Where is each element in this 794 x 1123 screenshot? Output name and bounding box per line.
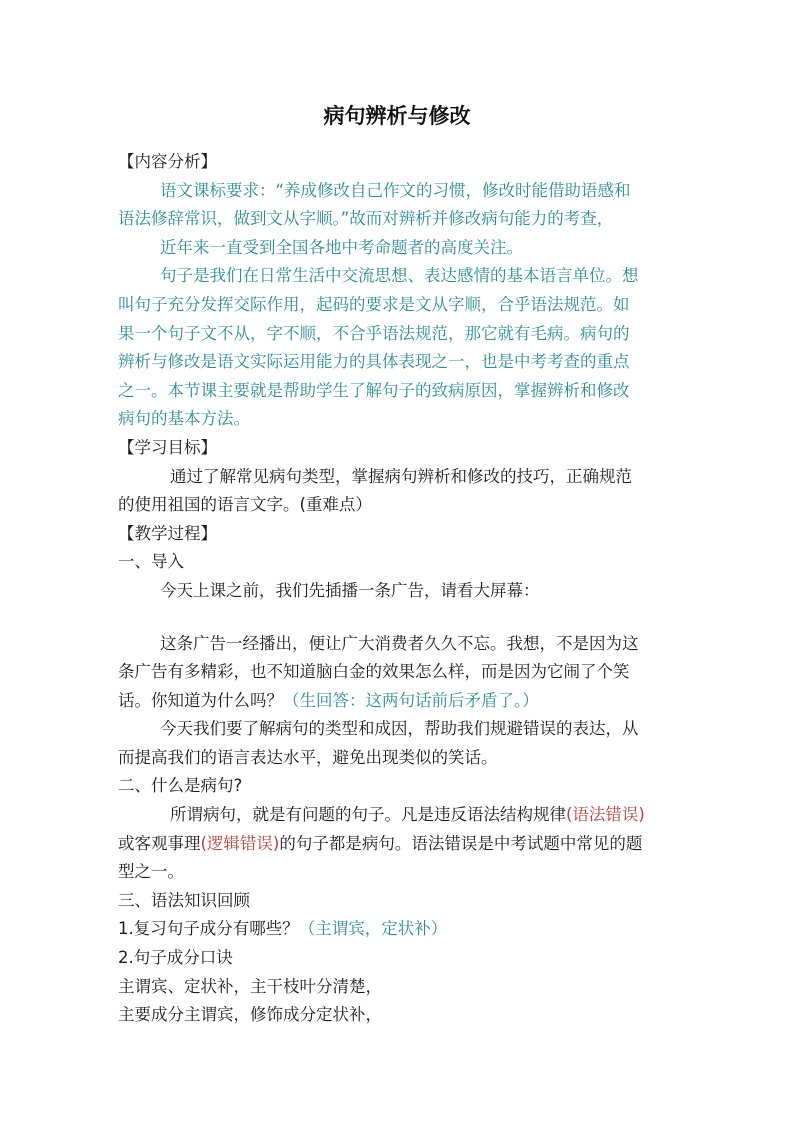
- grammar-error-label: (语法错误): [566, 805, 645, 825]
- paragraph-line: 果一个句子文不从，字不顺，不合乎语法规范，那它就有毛病。病句的: [118, 323, 630, 343]
- document-title: 病句辨析与修改: [323, 104, 471, 128]
- section-title-grammar-review: 三、语法知识回顾: [118, 890, 250, 910]
- paragraph-line: [118, 830, 678, 859]
- paragraph-line: 语文课标要求：“养成修改自己作文的习惯，修改时能借助语感和: [160, 180, 631, 200]
- question-text: 话。你知道为什么吗？: [118, 690, 283, 710]
- logic-error-label: (逻辑错误): [200, 833, 280, 853]
- paragraph-line: 句子是我们在日常生活中交流思想、表达感情的基本语言单位。想: [160, 266, 639, 286]
- paragraph-line: 型之一。: [118, 862, 184, 882]
- section-title-what-is: 二、什么是病句?: [118, 776, 243, 796]
- student-answer: （生回答：这两句话前后矛盾了。）: [283, 690, 539, 710]
- heading-teaching-process: 【教学过程】: [118, 523, 217, 543]
- rhyme-line: 主要成分主谓宾，修饰成分定状补，: [118, 1005, 382, 1025]
- review-question: [118, 915, 678, 944]
- paragraph-line: 今天我们要了解病句的类型和成因，帮助我们规避错误的表达，从: [160, 719, 639, 739]
- review-question: 2.句子成分口诀: [118, 948, 233, 968]
- heading-content-analysis: 【内容分析】: [118, 152, 217, 171]
- rhyme-line: 主谓宾、定状补，主干枝叶分清楚，: [118, 976, 382, 996]
- paragraph-line: 这条广告一经播出，便让广大消费者久久不忘。我想，不是因为这: [160, 633, 639, 653]
- paragraph-line: 病句的基本方法。: [118, 409, 250, 429]
- paragraph-line: 今天上课之前，我们先插播一条广告，请看大屏幕：: [160, 580, 540, 600]
- paragraph-line: 辨析与修改是语文实际运用能力的具体表现之一，也是中考考查的重点: [118, 352, 630, 372]
- paragraph-line: 之一。本节课主要就是帮助学生了解句子的致病原因，掌握辨析和修改: [118, 380, 630, 400]
- paragraph-line: 叫句子充分发挥交际作用，起码的要求是文从字顺，合乎语法规范。如: [118, 294, 630, 314]
- document-body: [118, 148, 678, 1030]
- definition-text: 的句子都是病句。语法错误是中考试题中常见的题: [279, 833, 643, 853]
- heading-learning-goals: 【学习目标】: [118, 437, 217, 457]
- paragraph-line: 近年来一直受到全国各地中考命题者的高度关注。: [160, 237, 523, 257]
- blank-gap: [118, 606, 678, 630]
- paragraph-line: 而提高我们的语言表达水平，避免出现类似的笑话。: [118, 747, 498, 767]
- paragraph-line: [118, 687, 678, 716]
- question-text: 1.复习句子成分有哪些？: [118, 919, 299, 939]
- paragraph-line: 条广告有多精彩，也不知道脑白金的效果怎么样，而是因为它闹了个笑: [118, 662, 630, 682]
- answer-text: （主谓宾，定状补）: [298, 919, 448, 939]
- paragraph-line: 语法修辞常识，做到文从字顺。”故而对辨析并修改病句能力的考查，: [118, 209, 614, 229]
- section-title-intro: 一、导入: [118, 552, 184, 572]
- definition-text: 或客观事理: [118, 833, 201, 853]
- paragraph-line: [118, 801, 678, 830]
- definition-text: 所谓病句，就是有问题的句子。凡是违反语法结构规律: [170, 805, 566, 825]
- paragraph-line: 的使用祖国的语言文字。(重难点）: [118, 495, 372, 515]
- paragraph-line: 通过了解常见病句类型，掌握病句辨析和修改的技巧，正确规范: [170, 466, 632, 486]
